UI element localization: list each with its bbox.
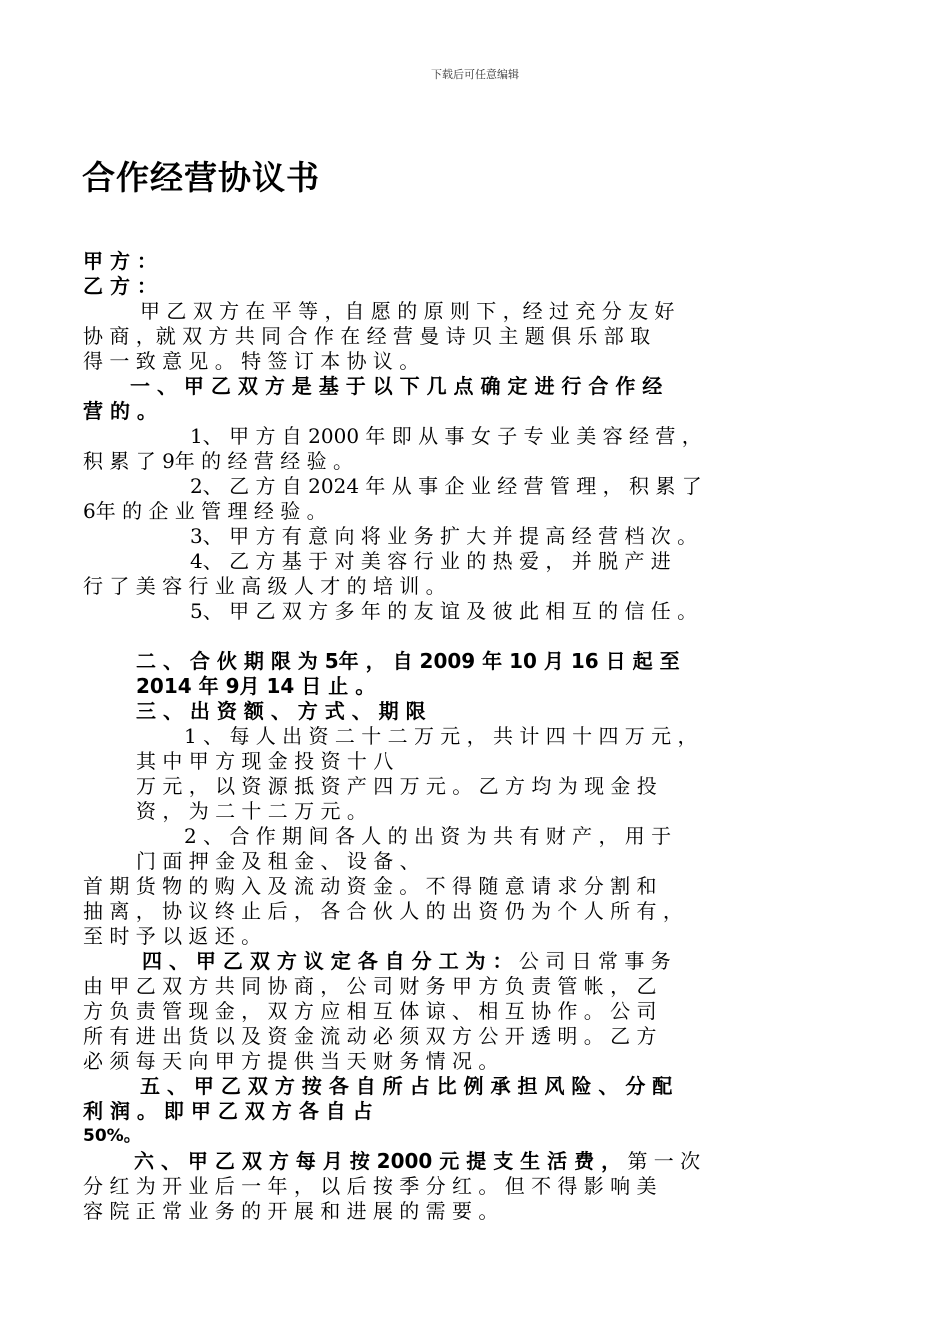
paragraph-line: 容 院 正 常 业 务 的 开 展 和 进 展 的 需 要 。 [83,1199,499,1223]
list-item: 2 、 合 作 期 间 各 人 的 出 资 为 共 有 财 产 ， 用 于 [184,824,672,848]
section-heading-5-cont: 利 润 。 即 甲 乙 双 方 各 自 占 [83,1099,373,1123]
paragraph-line: 分 红 为 开 业 后 一 年 ， 以 后 按 季 分 红 。 但 不 得 影 响 美 [83,1174,657,1198]
list-item-cont: 行 了 美 容 行 业 高 级 人 才 的 培 训 。 [83,574,446,598]
list-item-cont: 万 元 ， 以 资 源 抵 资 产 四 万 元 。 乙 方 均 为 现 金 投 [136,774,657,798]
list-item-cont: 积 累 了 9年 的 经 营 经 验 。 [83,449,353,473]
paragraph-line: 所 有 进 出 货 以 及 资 金 流 动 必 须 双 方 公 开 透 明 。 乙 方 [83,1024,657,1048]
section-heading-5: 五 、 甲 乙 双 方 按 各 自 所 占 比 例 承 担 风 险 、 分 配 [140,1074,673,1098]
party-b-line: 乙 方 ： [83,274,157,298]
list-item: 5、 甲 乙 双 方 多 年 的 友 谊 及 彼 此 相 互 的 信 任 。 [190,599,698,623]
paragraph-line: 协 商 ，就 双 方 共 同 合 作 在 经 营 曼 诗 贝 主 题 俱 乐 部 取 [83,324,651,348]
section-heading-5-end: 50%。 [83,1126,141,1146]
paragraph-line: 至 时 予 以 返 还 。 [83,924,262,948]
section-heading-2: 二 、 合 伙 期 限 为 5年 ， 自 2009 年 10 月 16 日 起 至 [136,649,680,673]
section-4-line [142,949,671,974]
paragraph-line: 方 负 责 管 现 金 ， 双 方 应 相 互 体 谅 、 相 互 协 作 。 公 司 [83,999,657,1023]
section-4-text: 公 司 日 常 事 务 [518,949,671,973]
list-item-cont: 门 面 押 金 及 租 金 、 设 备 、 [136,849,420,873]
paragraph-line: 由 甲 乙 双 方 共 同 协 商 ， 公 司 财 务 甲 方 负 责 管 帐 ， 乙 [83,974,657,998]
header-note: 下载后可任意编辑 [431,68,519,81]
paragraph-line: 必 须 每 天 向 甲 方 提 供 当 天 财 务 情 况 。 [83,1049,499,1073]
section-heading-1: 一 、 甲 乙 双 方 是 基 于 以 下 几 点 确 定 进 行 合 作 经 [130,374,663,398]
list-item-cont: 其 中 甲 方 现 金 投 资 十 八 [136,749,394,773]
section-heading-2-cont: 2014 年 9月 14 日 止 。 [136,674,376,698]
section-heading-3: 三 、 出 资 额 、 方 式 、 期 限 [136,699,426,723]
section-6-line [134,1149,700,1174]
paragraph-line: 抽 离 ， 协 议 终 止 后 ， 各 合 伙 人 的 出 资 仍 为 个 人 所 有 ， [83,899,683,923]
document-title: 合作经营协议书 [82,158,320,197]
party-a-line: 甲 方 ： [83,249,157,273]
section-heading-1-cont: 营 的 。 [83,399,157,423]
list-item: 2、 乙 方 自 2024 年 从 事 企 业 经 营 管 理 ， 积 累 了 [190,474,702,498]
list-item: 1 、 每 人 出 资 二 十 二 万 元 ， 共 计 四 十 四 万 元 ， [184,724,698,748]
section-6-text: 第 一 次 [627,1149,701,1173]
list-item: 4、 乙 方 基 于 对 美 容 行 业 的 热 爱 ， 并 脱 产 进 [190,549,671,573]
paragraph-line: 得 一 致 意 见 。 特 签 订 本 协 议 。 [83,349,420,373]
list-item-cont: 6年 的 企 业 管 理 经 验 。 [83,499,327,523]
section-heading-4: 四 、 甲 乙 双 方 议 定 各 自 分 工 为 ： [142,949,513,973]
section-heading-6: 六 、 甲 乙 双 方 每 月 按 2000 元 提 支 生 活 费 ， [134,1149,622,1173]
paragraph-line: 甲 乙 双 方 在 平 等 ，自 愿 的 原 则 下 ，经 过 充 分 友 好 [140,299,675,323]
list-item: 1、 甲 方 自 2000 年 即 从 事 女 子 专 业 美 容 经 营 ， [190,424,702,448]
paragraph-line: 首 期 货 物 的 购 入 及 流 动 资 金 。 不 得 随 意 请 求 分 割 和 [83,874,657,898]
list-item-cont: 资 ， 为 二 十 二 万 元 。 [136,799,367,823]
list-item: 3、 甲 方 有 意 向 将 业 务 扩 大 并 提 高 经 营 档 次 。 [190,524,698,548]
